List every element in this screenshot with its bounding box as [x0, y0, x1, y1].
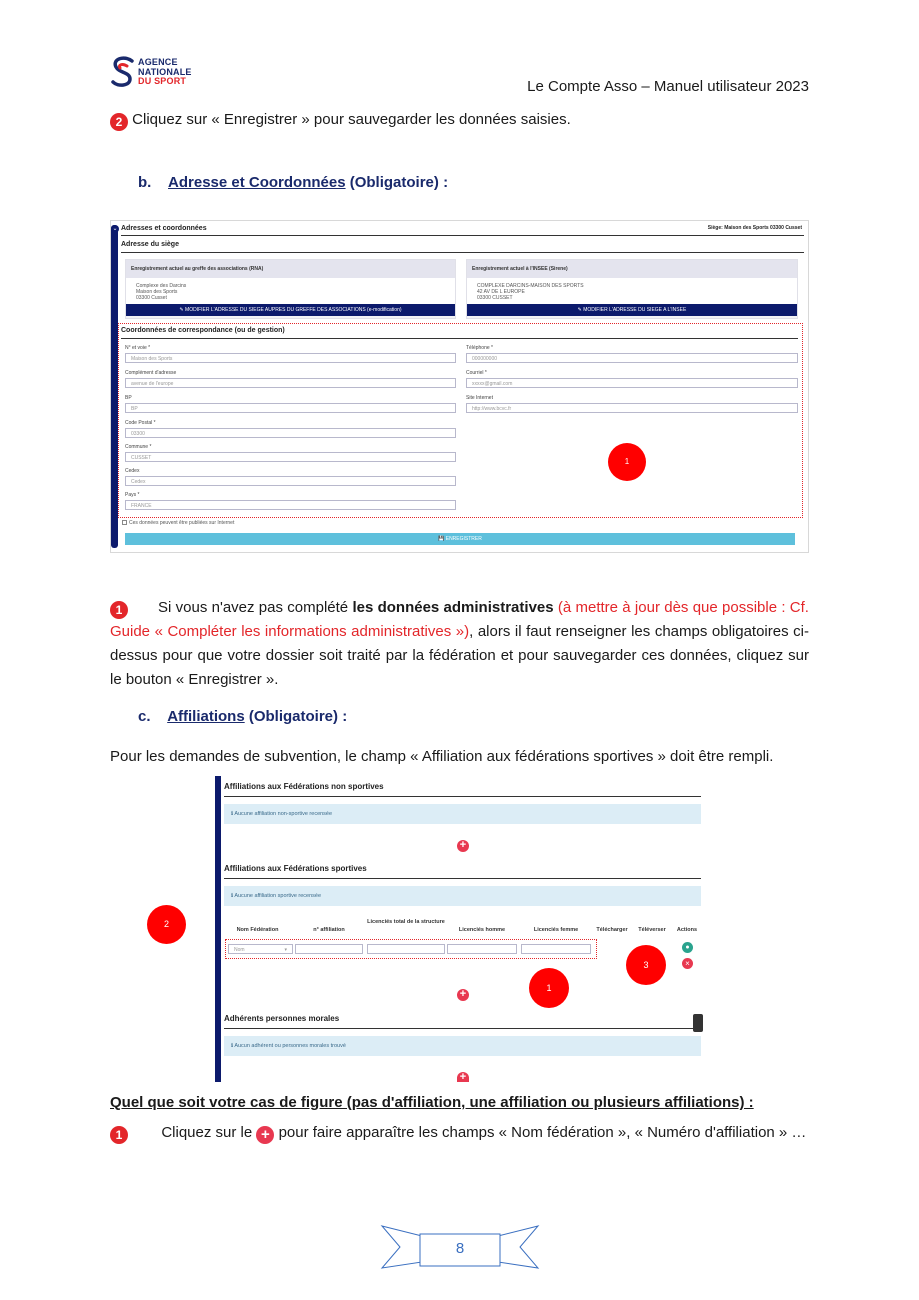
- rna-address: [126, 278, 455, 304]
- document-title: Le Compte Asso – Manuel utilisateur 2023: [527, 78, 809, 95]
- rna-line-3: 03300 Cusset: [136, 295, 167, 301]
- insee-line-1: COMPLEXE DARCINS-MAISON DES SPORTS: [477, 283, 584, 289]
- step-1-text-b: pour faire apparaître les champs « Nom fédération », « Numéro d'affiliation » …: [278, 1124, 807, 1141]
- site-internet-label: Site Internet: [466, 395, 493, 401]
- cedex-input[interactable]: Cedex: [125, 476, 456, 486]
- callout-circle-2: 2: [147, 905, 186, 944]
- select-placeholder: Nom: [234, 947, 245, 953]
- step-2-text: Cliquez sur « Enregistrer » pour sauvegarder les données saisies.: [132, 111, 571, 128]
- callout-circle-3: 3: [626, 945, 666, 985]
- adherents-title: Adhérents personnes morales: [224, 1014, 340, 1023]
- chevron-down-icon[interactable]: ⌄: [112, 226, 118, 232]
- voie-label: N° et voie *: [125, 345, 151, 351]
- admin-data-paragraph: [110, 596, 809, 692]
- siege-note: Siège: Maison des Sports 03300 Cusset: [707, 225, 802, 231]
- step-1-instruction: [110, 1121, 809, 1145]
- commune-label: Commune *: [125, 444, 152, 450]
- step-1-text-a: Cliquez sur le: [161, 1124, 253, 1141]
- step-2-badge: 2: [110, 113, 128, 131]
- affiliation-paragraph: Pour les demandes de subvention, le champ « Affiliation aux fédérations sportives » doit être rempli.: [110, 748, 774, 765]
- modify-rna-button[interactable]: ✎ MODIFIER L'ADRESSE DU SIEGE AUPRES DU GREFFE DES ASSOCIATIONS (e-modification): [126, 304, 455, 316]
- col-licencies-total: Licenciés total de la structure: [367, 919, 445, 925]
- modify-insee-button[interactable]: ✎ MODIFIER L'ADRESSE DU SIEGE A L'INSEE: [467, 304, 797, 316]
- section-b-heading: [138, 174, 448, 191]
- siege-divider: [121, 252, 804, 253]
- cedex-label: Cedex: [125, 468, 140, 474]
- sport-divider: [224, 878, 701, 879]
- scrollbar-handle[interactable]: [693, 1014, 703, 1032]
- agence-nationale-du-sport-logo: [110, 56, 210, 90]
- section-c-suffix: (Obligatoire) :: [248, 708, 348, 725]
- insee-address: [467, 278, 797, 304]
- para-1-badge: 1: [110, 601, 128, 619]
- affiliations-screenshot: [215, 776, 705, 1082]
- insee-line-3: 03300 CUSSET: [477, 295, 513, 301]
- callout-circle-1: 1: [608, 443, 646, 481]
- insee-card: [466, 259, 798, 319]
- publish-checkbox[interactable]: [122, 520, 234, 526]
- coordonnees-title: Coordonnées de correspondance (ou de gestion): [121, 327, 285, 334]
- adresse-coordonnees-screenshot: [110, 220, 809, 553]
- section-b-suffix: (Obligatoire) :: [349, 174, 449, 191]
- callout-circle-1b: 1: [529, 968, 569, 1008]
- complement-label: Complément d'adresse: [125, 370, 177, 376]
- non-sport-title: Affiliations aux Fédérations non sportives: [224, 782, 384, 791]
- coordonnees-divider: [121, 338, 798, 339]
- insee-line-2: 42 AV DE L EUROPE: [477, 289, 525, 295]
- insee-header: Enregistrement actuel à l'INSEE (Sirene): [467, 260, 797, 278]
- rna-card: [125, 259, 456, 319]
- para-1-text-a: Si vous n'avez pas complété: [158, 599, 353, 616]
- plus-circle-icon: +: [256, 1126, 274, 1144]
- step-2-instruction: [110, 108, 571, 132]
- checkbox-icon[interactable]: [122, 520, 127, 525]
- sport-title: Affiliations aux Fédérations sportives: [224, 864, 367, 873]
- complement-input[interactable]: avenue de l'europe: [125, 378, 456, 388]
- licencies-homme-input[interactable]: [447, 944, 517, 954]
- delete-row-icon[interactable]: ×: [682, 958, 693, 969]
- non-sport-info: ℹ Aucune affiliation non-sportive recensée: [224, 804, 701, 824]
- section-c-title: Affiliations: [167, 708, 245, 725]
- commune-input[interactable]: CUSSET: [125, 452, 456, 462]
- page-number: 8: [455, 1240, 465, 1257]
- logo-line-3: DU SPORT: [138, 76, 187, 86]
- col-licencies-homme: Licenciés homme: [458, 927, 506, 933]
- siege-title: Adresse du siège: [121, 241, 179, 248]
- bp-input[interactable]: BP: [125, 403, 456, 413]
- add-non-sport-plus-icon[interactable]: +: [457, 840, 469, 852]
- section-sidebar-bar: [215, 776, 221, 1082]
- page-number-ribbon: [380, 1222, 540, 1272]
- sport-s-logo-icon: [110, 56, 136, 90]
- para-1-bold: les données administratives: [352, 599, 554, 616]
- pays-input[interactable]: FRANCE: [125, 500, 456, 510]
- add-adherent-plus-icon[interactable]: +: [457, 1072, 469, 1082]
- adherents-info: ℹ Aucun adhérent ou personnes morales trouvé: [224, 1036, 701, 1056]
- site-internet-input[interactable]: http://www.bcvc.fr: [466, 403, 798, 413]
- licencies-total-input[interactable]: [367, 944, 445, 954]
- non-sport-divider: [224, 796, 701, 797]
- section-sidebar-bar: [111, 225, 118, 548]
- col-televerser: Téléverser: [638, 927, 666, 933]
- logo-line-2: NATIONALE: [138, 66, 192, 77]
- col-actions: Actions: [676, 927, 698, 933]
- telephone-input[interactable]: 000000000: [466, 353, 798, 363]
- chevron-down-icon: ▾: [284, 947, 287, 953]
- save-row-icon[interactable]: ●: [682, 942, 693, 953]
- bp-label: BP: [125, 395, 132, 401]
- pays-label: Pays *: [125, 492, 140, 498]
- col-licencies-femme: Licenciés femme: [533, 927, 579, 933]
- enregistrer-button[interactable]: 💾 ENREGISTRER: [125, 533, 795, 545]
- para-1-red: (à mettre à jour dès que possible : Cf. Guide « Compléter les informations administratives »): [110, 599, 809, 640]
- section-c-letter: c.: [138, 708, 151, 725]
- code-postal-label: Code Postal *: [125, 420, 156, 426]
- rna-line-1: Complexe des Darcins: [136, 283, 187, 289]
- sport-info: ℹ Aucune affiliation sportive recensée: [224, 886, 701, 906]
- section-b-letter: b.: [138, 174, 152, 191]
- code-postal-input[interactable]: 03300: [125, 428, 456, 438]
- telephone-label: Téléphone *: [466, 345, 493, 351]
- publish-checkbox-label: Ces données peuvent être publiées sur Internet: [129, 520, 235, 526]
- courriel-input[interactable]: xxxxx@gmail.com: [466, 378, 798, 388]
- num-affiliation-input[interactable]: [295, 944, 363, 954]
- col-num-affiliation: n° affiliation: [313, 927, 345, 933]
- adresses-title: Adresses et coordonnées: [121, 225, 207, 232]
- add-sport-plus-icon[interactable]: +: [457, 989, 469, 1001]
- licencies-femme-input[interactable]: [521, 944, 591, 954]
- section-b-title: Adresse et Coordonnées: [168, 174, 346, 191]
- nom-federation-select[interactable]: [228, 944, 293, 954]
- quel-que-soit-heading: Quel que soit votre cas de figure (pas d'affiliation, une affiliation ou plusieurs affiliations) :: [110, 1094, 754, 1111]
- rna-line-2: Maison des Sports: [136, 289, 178, 295]
- logo-line-1: AGENCE: [138, 57, 178, 67]
- para-1-text-b: , alors il faut renseigner les champs obligatoires ci-dessus pour que votre dossier soit traité par la fédération et pour sauvegarder ces données, cliquez sur le bouton « Enregistrer ».: [110, 623, 809, 688]
- title-divider: [121, 235, 804, 236]
- adherents-divider: [224, 1028, 701, 1029]
- rna-header: Enregistrement actuel au greffe des associations (RNA): [126, 260, 455, 278]
- col-telecharger: Télécharger: [596, 927, 628, 933]
- section-c-heading: [138, 708, 347, 725]
- col-nom-federation: Nom Fédération: [236, 927, 279, 933]
- voie-input[interactable]: Maison des Sports: [125, 353, 456, 363]
- courriel-label: Courriel *: [466, 370, 487, 376]
- step-1-badge: 1: [110, 1126, 128, 1144]
